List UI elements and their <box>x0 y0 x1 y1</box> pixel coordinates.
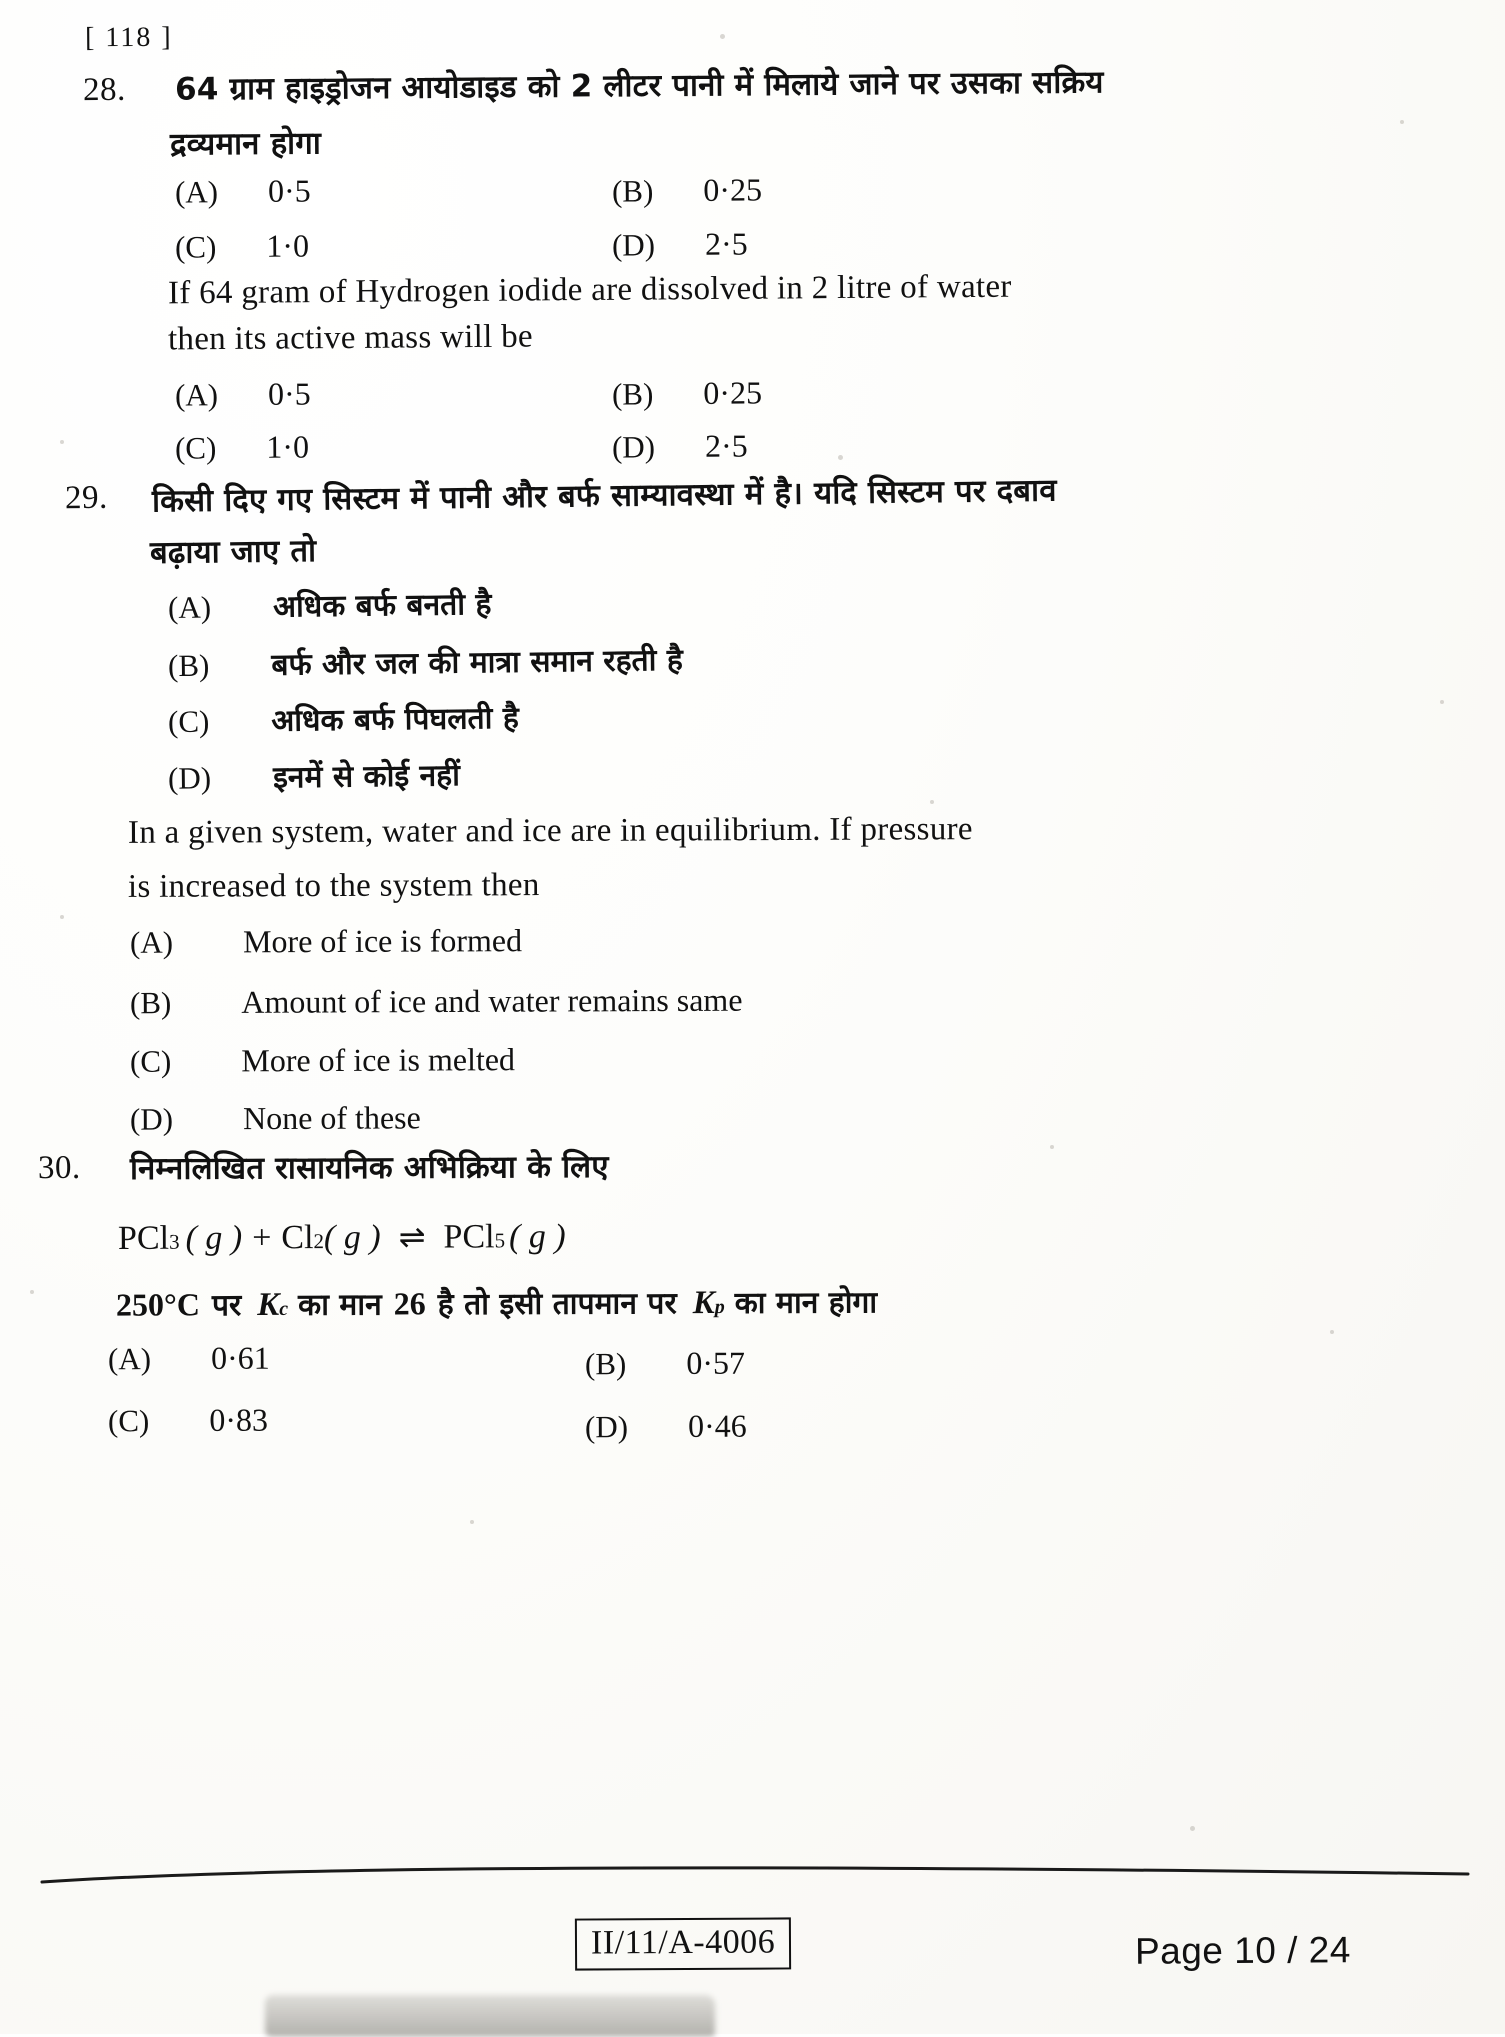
equation-reactant-1-subscript: 3 <box>169 1229 180 1254</box>
q28-hindi-option-d-value[interactable]: 2·5 <box>704 225 748 262</box>
q28-english-option-c-value[interactable]: 1·0 <box>266 428 310 465</box>
q30-option-a-value[interactable]: 0·61 <box>210 1339 270 1376</box>
question-28-hindi-line-1: 64 ग्राम हाइड्रोजन आयोडाइड को 2 लीटर पानी में मिलाये जाने पर उसका सक्रिय <box>174 64 1104 108</box>
q28-hindi-option-c-label: (C) <box>174 229 217 265</box>
q30-option-c-label: (C) <box>107 1403 150 1439</box>
question-29-english-line-2: is increased to the system then <box>127 867 540 905</box>
paper-code: II/11/A-4006 <box>590 1923 776 1962</box>
page-number: Page 10 / 24 <box>1134 1929 1351 1972</box>
chemical-equation <box>118 1217 566 1258</box>
q29-english-option-a-value[interactable]: More of ice is formed <box>242 922 523 960</box>
kc-hindi-4: का मान होगा <box>734 1285 878 1321</box>
q29-english-option-c-value[interactable]: More of ice is melted <box>241 1041 516 1079</box>
kc-kp-line <box>116 1280 877 1324</box>
question-28-english-line-2: then its active mass will be <box>167 318 534 358</box>
equation-product-state: ( g ) <box>508 1218 566 1256</box>
q28-english-option-a-label: (A) <box>174 377 219 413</box>
q29-hindi-option-c-label: (C) <box>167 703 210 740</box>
question-29-hindi-line-1: किसी दिए गए सिस्टम में पानी और बर्फ साम्यावस्था में है। यदि सिस्टम पर दबाव <box>151 472 1057 520</box>
page-marker: [ 118 ] <box>84 21 173 54</box>
equation-reactant-2: Cl <box>281 1219 314 1257</box>
q28-hindi-option-c-value[interactable]: 1·0 <box>266 227 310 264</box>
q29-hindi-option-c-value[interactable]: अधिक बर्फ पिघलती है <box>271 700 520 739</box>
q28-hindi-option-a-value[interactable]: 0·5 <box>267 172 311 209</box>
q28-english-option-d-label: (D) <box>611 429 656 465</box>
paper-code-box <box>575 1917 791 1970</box>
q30-option-c-value[interactable]: 0·83 <box>209 1401 269 1438</box>
q28-hindi-option-d-label: (D) <box>611 227 656 263</box>
kp-symbol-subscript: p <box>714 1296 725 1319</box>
kc-hindi-1: पर <box>211 1288 242 1324</box>
equation-equilibrium-arrow: ⇌ <box>398 1218 426 1255</box>
q29-english-option-a-label: (A) <box>129 924 174 960</box>
q30-option-d-label: (D) <box>584 1409 629 1445</box>
equation-reactant-1: PCl <box>117 1219 170 1257</box>
q30-option-b-value[interactable]: 0·57 <box>686 1344 746 1381</box>
kc-temperature: 250°C <box>115 1286 200 1323</box>
equation-product: PCl <box>443 1218 495 1256</box>
q29-hindi-option-b-label: (B) <box>167 647 210 684</box>
question-29-english-line-1: In a given system, water and ice are in equilibrium. If pressure <box>127 811 973 851</box>
q28-hindi-option-a-label: (A) <box>174 174 219 210</box>
question-number-30: 30. <box>37 1149 81 1187</box>
q28-hindi-option-b-value[interactable]: 0·25 <box>703 171 763 208</box>
kc-symbol-subscript: c <box>279 1297 289 1320</box>
equation-reactant-2-subscript: 2 <box>313 1229 325 1254</box>
q29-english-option-b-value[interactable]: Amount of ice and water remains same <box>241 981 743 1020</box>
q29-english-option-d-label: (D) <box>129 1101 174 1137</box>
kp-symbol: K <box>692 1285 715 1322</box>
question-30-hindi-line-1: निम्नलिखित रासायनिक अभिक्रिया के लिए <box>129 1148 609 1188</box>
q29-hindi-option-d-value[interactable]: इनमें से कोई नहीं <box>272 758 461 796</box>
q29-english-option-b-label: (B) <box>129 985 172 1021</box>
question-29-hindi-line-2: बढ़ाया जाए तो <box>149 532 317 572</box>
scan-smudge <box>265 1995 715 2037</box>
kc-hindi-2: का मान <box>298 1287 382 1323</box>
kc-hindi-3: है तो इसी तापमान पर <box>437 1286 677 1323</box>
q28-english-option-b-label: (B) <box>611 376 654 412</box>
kc-value: 26 <box>393 1285 426 1322</box>
q28-english-option-c-label: (C) <box>174 430 217 466</box>
equation-reactant-1-state: ( g ) <box>185 1219 243 1257</box>
q29-hindi-option-d-label: (D) <box>167 760 212 796</box>
q29-english-option-c-label: (C) <box>129 1043 172 1079</box>
q28-hindi-option-b-label: (B) <box>611 173 654 209</box>
equation-plus: + <box>252 1219 272 1257</box>
q30-option-a-label: (A) <box>107 1341 152 1377</box>
equation-product-subscript: 5 <box>494 1228 506 1253</box>
footer-divider <box>40 1862 1470 1886</box>
equation-reactant-2-state: ( g ) <box>323 1218 381 1257</box>
q29-hindi-option-a-label: (A) <box>167 589 212 625</box>
q28-english-option-a-value[interactable]: 0·5 <box>267 375 311 412</box>
q29-hindi-option-a-value[interactable]: अधिक बर्फ बनती है <box>272 587 492 625</box>
q29-hindi-option-b-value[interactable]: बर्फ और जल की मात्रा समान रहती है <box>271 642 683 683</box>
q30-option-d-value[interactable]: 0·46 <box>687 1407 747 1444</box>
question-number-29: 29. <box>64 479 108 517</box>
q29-english-option-d-value[interactable]: None of these <box>242 1099 421 1137</box>
q30-option-b-label: (B) <box>584 1346 627 1382</box>
question-28-english-line-1: If 64 gram of Hydrogen iodide are dissolved in 2 litre of water <box>167 268 1012 312</box>
kc-symbol: K <box>257 1286 280 1324</box>
question-number-28: 28. <box>82 71 126 109</box>
question-28-hindi-line-2: द्रव्यमान होगा <box>169 125 322 163</box>
q28-english-option-b-value[interactable]: 0·25 <box>703 374 763 411</box>
q28-english-option-d-value[interactable]: 2·5 <box>704 427 748 464</box>
